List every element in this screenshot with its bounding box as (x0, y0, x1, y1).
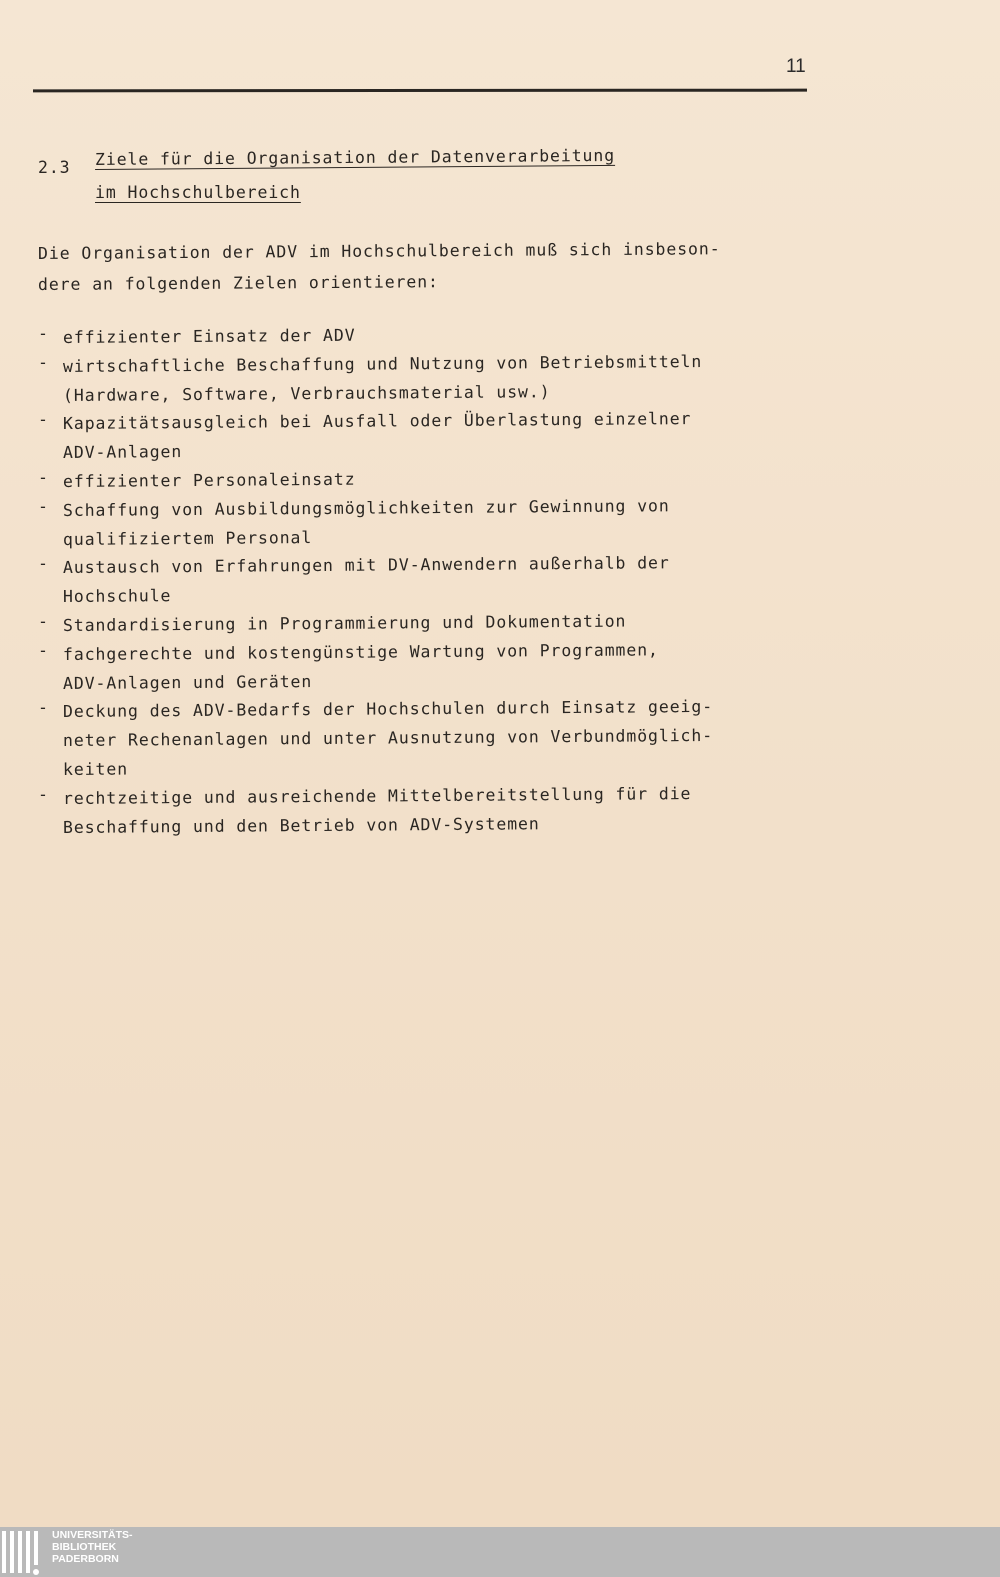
header-rule (33, 89, 807, 93)
bullet-dash: - (38, 496, 49, 516)
list-item-line: ADV-Anlagen und Geräten (62, 671, 313, 693)
list-item-line: effizienter Einsatz der ADV (62, 325, 356, 347)
list-item-line: qualifiziertem Personal (62, 527, 313, 549)
list-item (38, 785, 713, 843)
list-item-line: ADV-Anlagen (62, 442, 183, 463)
list-item-line: keiten (62, 759, 129, 779)
bullet-dash: - (38, 640, 49, 660)
logo-line: BIBLIOTHEK (52, 1541, 117, 1553)
list-item-line: Kapazitätsausgleich bei Ausfall oder Überlastung einzelner (62, 409, 692, 434)
library-logo-icon (0, 1527, 46, 1577)
bullet-dash: - (38, 611, 49, 631)
section-title-line-2: im Hochschulbereich (95, 183, 301, 202)
list-item-line: Schaffung von Ausbildungsmöglichkeiten zur Gewinnung von (62, 496, 670, 520)
bullet-dash: - (38, 698, 49, 718)
list-item (38, 641, 713, 699)
logo-line: PADERBORN (52, 1553, 119, 1565)
bullet-dash: - (38, 467, 49, 487)
list-item (38, 698, 713, 784)
list-item-line: effizienter Personaleinsatz (62, 469, 356, 491)
list-item-line: fachgerechte und kostengünstige Wartung von Programmen, (62, 640, 659, 664)
intro-paragraph (38, 238, 721, 300)
section-title-line-1: Ziele für die Organisation der Datenverarbeitung (94, 145, 616, 169)
list-item (38, 410, 713, 468)
list-item-line: neter Rechenanlagen und unter Ausnutzung von Verbundmöglich- (62, 726, 714, 751)
list-item-line: Beschaffung und den Betrieb von ADV-Systemen (62, 813, 540, 837)
logo-line: UNIVERSITÄTS- (52, 1529, 133, 1541)
library-logo-text (52, 1529, 133, 1565)
list-item (38, 497, 713, 555)
page-number: 11 (786, 56, 806, 77)
goal-list (38, 324, 713, 842)
list-item-line: (Hardware, Software, Verbrauchsmaterial usw.) (62, 381, 551, 405)
bullet-dash: - (38, 554, 49, 574)
library-footer-bar (0, 1527, 1000, 1577)
list-item (38, 353, 713, 411)
list-item-line: rechtzeitige und ausreichende Mittelbereitstellung für die (62, 783, 692, 808)
bullet-dash: - (38, 352, 49, 372)
list-item-line: wirtschaftliche Beschaffung und Nutzung von Betriebsmitteln (62, 351, 703, 376)
list-item-line: Hochschule (62, 586, 172, 607)
section-number: 2.3 (38, 158, 71, 177)
list-item-line: Standardisierung in Programmierung und Dokumentation (62, 611, 627, 635)
list-item (38, 554, 713, 612)
list-item-line: Austausch von Erfahrungen mit DV-Anwendern außerhalb der (62, 553, 670, 578)
intro-line: Die Organisation der ADV im Hochschulbereich muß sich insbeson- (37, 239, 721, 263)
list-item-line: Deckung des ADV-Bedarfs der Hochschulen durch Einsatz geeig- (62, 697, 714, 722)
bullet-dash: - (38, 784, 49, 804)
intro-line: dere an folgenden Zielen orientieren: (37, 272, 439, 294)
bullet-dash: - (38, 324, 49, 343)
bullet-dash: - (38, 410, 49, 430)
